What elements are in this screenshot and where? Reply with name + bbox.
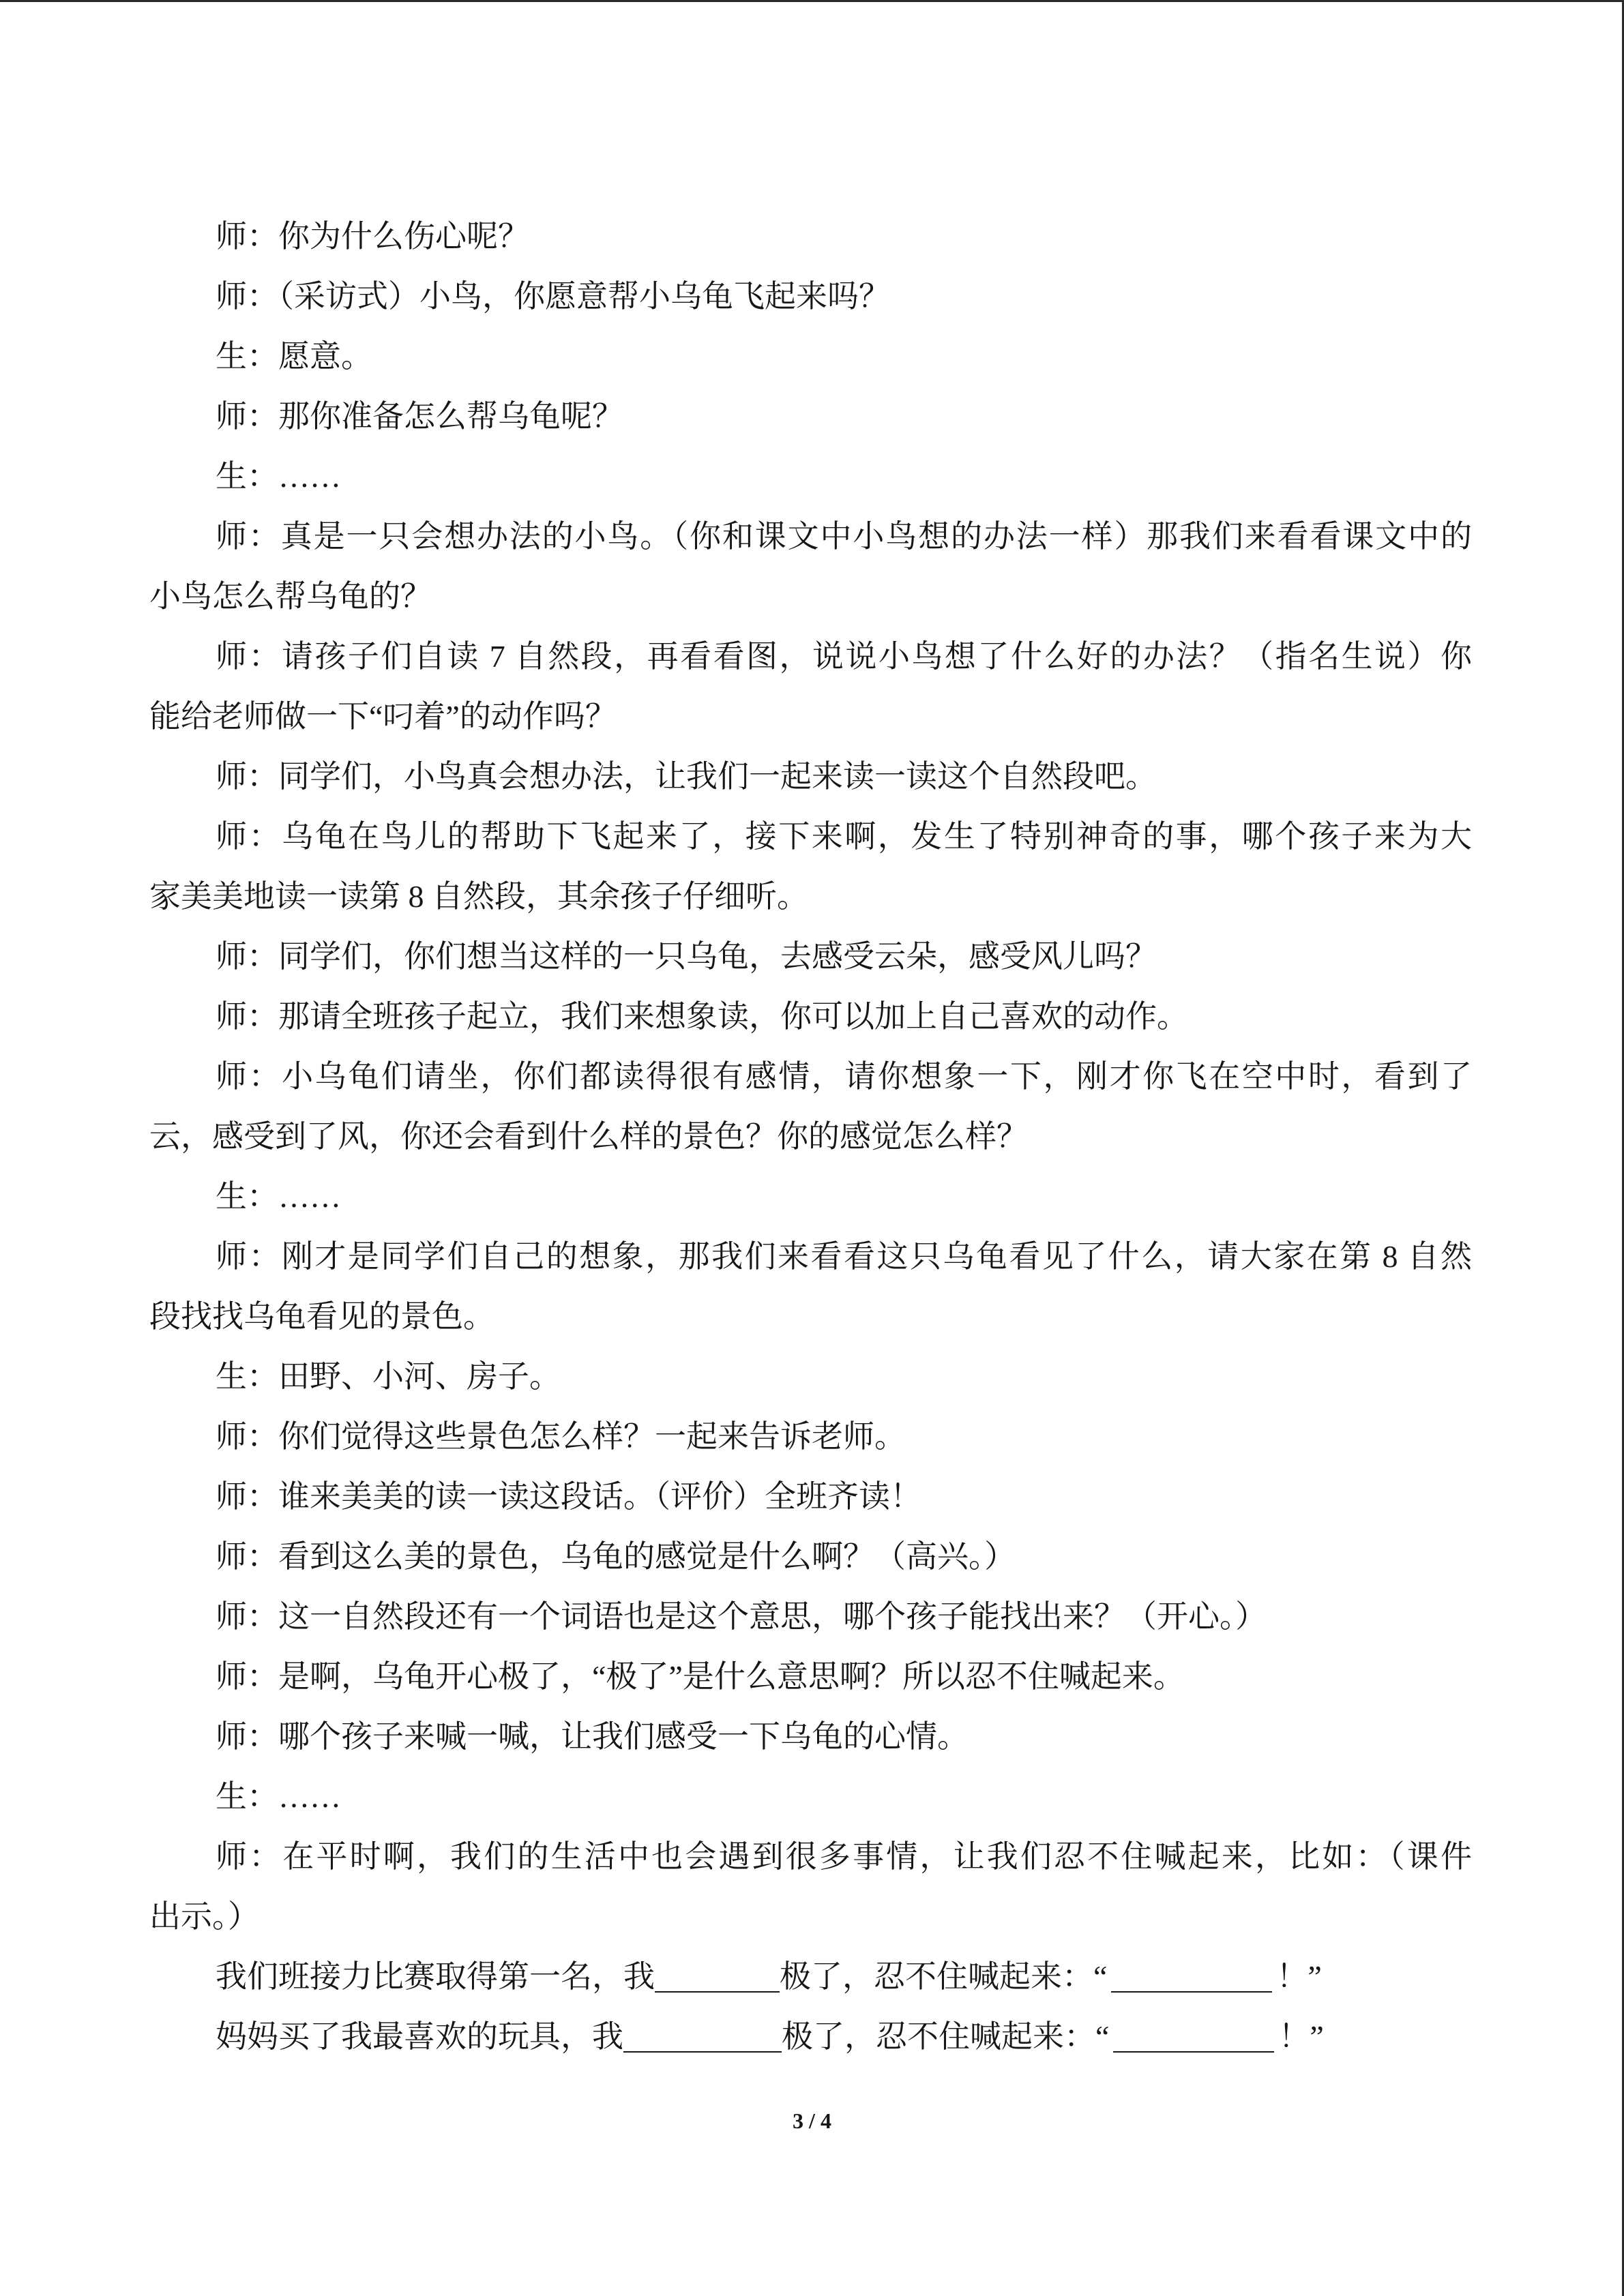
dialogue-line: 生：愿意。	[216, 339, 372, 374]
dialogue-line: 师：请孩子们自读 7 自然段，再看看图，说说小鸟想了什么好的办法？（指名生说）你	[216, 639, 1472, 674]
dialogue-line: 师：看到这么美的景色，乌龟的感觉是什么啊？（高兴。）	[216, 1539, 1016, 1574]
dialogue-line: 师：在平时啊，我们的生活中也会遇到很多事情，让我们忍不住喊起来，比如：（课件	[216, 1839, 1472, 1874]
dialogue-line: 师：乌龟在鸟儿的帮助下飞起来了，接下来啊，发生了特别神奇的事，哪个孩子来为大	[216, 819, 1472, 854]
dialogue-line: 生：……	[216, 459, 341, 494]
dialogue-line: 师：那请全班孩子起立，我们来想象读，你可以加上自己喜欢的动作。	[216, 999, 1188, 1034]
dialogue-line-continuation: 家美美地读一读第 8 自然段，其余孩子仔细听。	[149, 879, 808, 914]
dialogue-line: 生：田野、小河、房子。	[216, 1359, 561, 1394]
dialogue-line: 师：小乌龟们请坐，你们都读得很有感情，请你想象一下，刚才你飞在空中时，看到了	[216, 1059, 1472, 1094]
fill-in-exercise	[149, 1947, 1472, 2007]
exercise-text-middle: 极了，忍不住喊起来：“	[780, 1959, 1108, 1994]
answer-blank[interactable]	[1111, 1991, 1272, 1993]
dialogue-line-continuation: 段找找乌龟看见的景色。	[149, 1299, 494, 1334]
dialogue-line: 师：（采访式）小鸟，你愿意帮小乌龟飞起来吗？	[216, 279, 890, 314]
dialogue-line: 师：是啊，乌龟开心极了，“极了”是什么意思啊？所以忍不住喊起来。	[216, 1659, 1185, 1694]
dialogue-line: 生：……	[216, 1779, 341, 1814]
answer-blank[interactable]	[623, 2051, 782, 2053]
exercise-text-before: 妈妈买了我最喜欢的玩具，我	[216, 2019, 623, 2054]
dialogue-line: 师：那你准备怎么帮乌龟呢？	[216, 399, 623, 434]
dialogue-line-continuation: 小鸟怎么帮乌龟的？	[149, 579, 432, 614]
dialogue-line-continuation: 云，感受到了风，你还会看到什么样的景色？你的感觉怎么样？	[149, 1119, 1028, 1154]
exercise-text-before: 我们班接力比赛取得第一名，我	[216, 1959, 655, 1994]
dialogue-line: 师：谁来美美的读一读这段话。（评价）全班齐读！	[216, 1479, 921, 1514]
dialogue-line-continuation: 出示。）	[149, 1899, 259, 1934]
dialogue-line: 师：你们觉得这些景色怎么样？一起来告诉老师。	[216, 1419, 906, 1454]
dialogue-line: 师：你为什么伤心呢？	[216, 219, 529, 254]
dialogue-line: 师：同学们，小鸟真会想办法，让我们一起来读一读这个自然段吧。	[216, 759, 1157, 794]
exercise-text-after: ！”	[1276, 1959, 1322, 1994]
fill-in-exercise	[149, 2007, 1472, 2067]
text-body	[149, 207, 1472, 2067]
exercise-text-middle: 极了，忍不住喊起来：“	[782, 2019, 1110, 2054]
answer-blank[interactable]	[655, 1991, 780, 1993]
exercise-text-after: ！”	[1278, 2019, 1324, 2054]
answer-blank[interactable]	[1113, 2051, 1274, 2053]
dialogue-line: 师：刚才是同学们自己的想象，那我们来看看这只乌龟看见了什么，请大家在第 8 自然	[216, 1239, 1472, 1274]
dialogue-line: 师：真是一只会想办法的小鸟。（你和课文中小鸟想的办法一样）那我们来看看课文中的	[216, 519, 1472, 554]
dialogue-line: 师：这一自然段还有一个词语也是这个意思，哪个孩子能找出来？（开心。）	[216, 1599, 1267, 1634]
dialogue-line-continuation: 能给老师做一下“叼着”的动作吗？	[149, 699, 617, 734]
dialogue-line: 师：哪个孩子来喊一喊，让我们感受一下乌龟的心情。	[216, 1719, 969, 1754]
page-number: 3 / 4	[793, 2108, 831, 2133]
dialogue-line: 生：……	[216, 1179, 341, 1214]
dialogue-line: 师：同学们，你们想当这样的一只乌龟，去感受云朵，感受风儿吗？	[216, 939, 1157, 974]
